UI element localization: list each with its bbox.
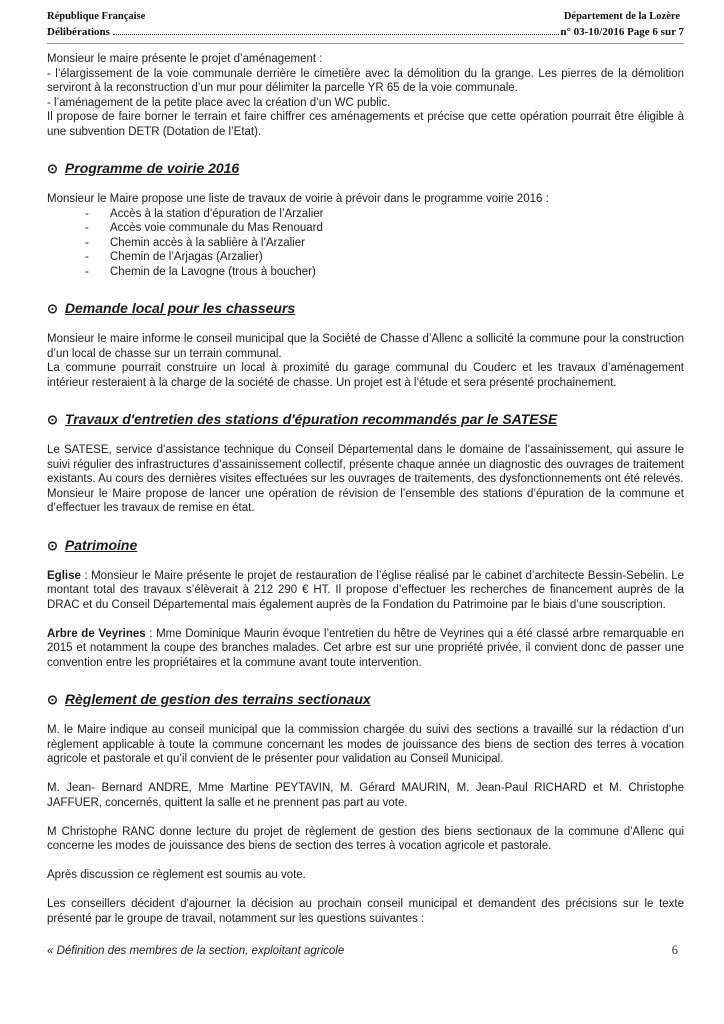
reglement-paragraph: M. Jean- Bernard ANDRE, Mme Martine PEYTAVIN, M. Gérard MAURIN, M. Jean-Paul RICHARD et M. Christophe JAFFUER, concernés, quittent la salle et ne prennent pas part au vote. (47, 782, 684, 809)
circled-dot-bullet-icon: ⊙ (47, 301, 58, 316)
circled-dot-bullet-icon: ⊙ (47, 692, 58, 707)
circled-dot-bullet-icon: ⊙ (47, 161, 58, 176)
section-title-text: Travaux d'entretien des stations d'épuration recommandés par le SATESE (64, 411, 558, 427)
arbre-lead: Arbre de Veyrines (47, 627, 146, 640)
section-heading-chasseurs (47, 300, 684, 317)
intro-block (47, 52, 684, 139)
satese-paragraph: Le SATESE, service d’assistance technique du Conseil Départemental dans le domaine de l’assainissement, qui assure le suivi régulier des infrastructures d’assainissement collectif, présente chaque année un diagnostic des ouvrages de traitement existants. Au cours des dernières visites effectuées sur les ouvrages de traitements, des dysfonctionnements ont été relevés. (47, 444, 684, 485)
section-heading-reglement (47, 691, 684, 708)
intro-paragraph: - l’aménagement de la petite place avec la création d’un WC public. (47, 96, 391, 109)
document-header (47, 10, 684, 44)
header-departement: Département de la Lozère (563, 11, 680, 22)
list-item: - Chemin accès à la sablière à l’Arzalier (110, 236, 684, 251)
chasseurs-paragraph: La commune pourrait construire un local à proximité du garage communal du Couderc et les travaux d’aménagement intérieur resteraient à la charge de la société de chasse. Un projet est à l’étude et sera présenté prochainement. (47, 362, 684, 389)
circled-dot-bullet-icon: ⊙ (47, 537, 58, 553)
document-body (47, 52, 684, 959)
patrimoine-arbre-paragraph (47, 627, 684, 671)
section-title-text: Règlement de gestion des terrains sectionaux (64, 691, 371, 707)
reglement-paragraph: Après discussion ce règlement est soumis au vote. (47, 869, 306, 881)
reglement-paragraph: M Christophe RANC donne lecture du projet de règlement de gestion des biens sectionaux de la commune d'Allenc qui concerne les modes de jouissance des biens de section des terres à vocation agricole et pastorale. (47, 825, 684, 852)
footer-quote: « Définition des membres de la section, exploitant agricole (47, 945, 345, 957)
header-doc-ref: n° 03-10/2016 Page 6 sur 7 (560, 26, 684, 38)
header-republique: République Française (47, 11, 146, 22)
satese-paragraph: Monsieur le Maire propose de lancer une opération de révision de l’ensemble des stations d’épuration de la commune et d’effectuer les travaux de remise en état. (47, 487, 684, 514)
arbre-text: : Mme Dominique Maurin évoque l’entretien du hêtre de Veyrines qui a été classé arbre remarquable en 2015 et notamment la coupe des branches malades. Cet arbre est sur une propriété privée, il convient donc de passer une convention entre les propriétaires et la commune avant toute intervention. (47, 627, 684, 669)
reglement-paragraph: Les conseillers décident d'ajourner la décision au prochain conseil municipal et demandent des précisions sur le texte présenté par le groupe de travail, notamment sur les questions suivantes : (47, 898, 684, 925)
section-title-text: Patrimoine (64, 536, 138, 553)
list-item: - Accès voie communale du Mas Renouard (110, 221, 684, 236)
chasseurs-paragraph: Monsieur le maire informe le conseil municipal que la Société de Chasse d’Allenc a sollicité la commune pour la construction d’un local de chasse sur un terrain communal. (47, 333, 684, 360)
section-heading-voirie (47, 160, 684, 177)
list-item: - Chemin de l’Arjagas (Arzalier) (110, 250, 684, 265)
section-title-text: Programme de voirie 2016 (64, 160, 240, 176)
section-heading-satese (47, 411, 684, 428)
header-doc-label: Délibérations (47, 26, 110, 38)
section-heading-patrimoine (47, 537, 684, 554)
intro-paragraph: Monsieur le maire présente le projet d’aménagement : (47, 53, 323, 65)
list-item: - Chemin de la Lavogne (trous à boucher) (110, 265, 684, 280)
eglise-lead: Eglise (47, 569, 81, 582)
eglise-text: : Monsieur le Maire présente le projet de restauration de l’église réalisé par le cabinet d’architecte Bessin-Sebelin. Le montant total des travaux s’élèverait à 212 290 € HT. Il propose d’effectuer les recherches de financement auprès de la DRAC et du Conseil Départemental mais également auprès de la Fondation du Patrimoine par le biais d’une souscription. (47, 569, 684, 611)
voirie-list (47, 207, 684, 280)
patrimoine-eglise-paragraph (47, 569, 684, 613)
header-rule (47, 43, 684, 44)
intro-paragraph: Il propose de faire borner le terrain et faire chiffrer ces aménagements et précise que cette opération pourrait être éligible à une subvention DETR (Dotation de l’Etat). (47, 111, 684, 138)
reglement-paragraph: M. le Maire indique au conseil municipal que la commission chargée du suivi des sections a travaillé sur la rédaction d’un règlement applicable à toute la commune concernant les modes de jouissance des biens de section des terres à vocation agricole et pastorale et qu’il convient de le présenter pour validation au Conseil Municipal. (47, 724, 684, 765)
voirie-lead-paragraph: Monsieur le Maire propose une liste de travaux de voirie à prévoir dans le programme voirie 2016 : (47, 193, 549, 205)
dotted-leader (113, 34, 559, 35)
section-title-text: Demande local pour les chasseurs (64, 300, 296, 316)
page-number: 6 (671, 943, 678, 957)
intro-paragraph: - l’élargissement de la voie communale derrière le cimetière avec la démolition du la grange. Les pierres de la démolition serviront à la reconstruction d’un mur pour délimiter la parcelle YR 65 de la voie communale. (47, 67, 684, 94)
circled-dot-bullet-icon: ⊙ (47, 412, 58, 427)
document-footer (47, 943, 684, 959)
list-item: - Accès à la station d’épuration de l’Arzalier (110, 207, 684, 222)
